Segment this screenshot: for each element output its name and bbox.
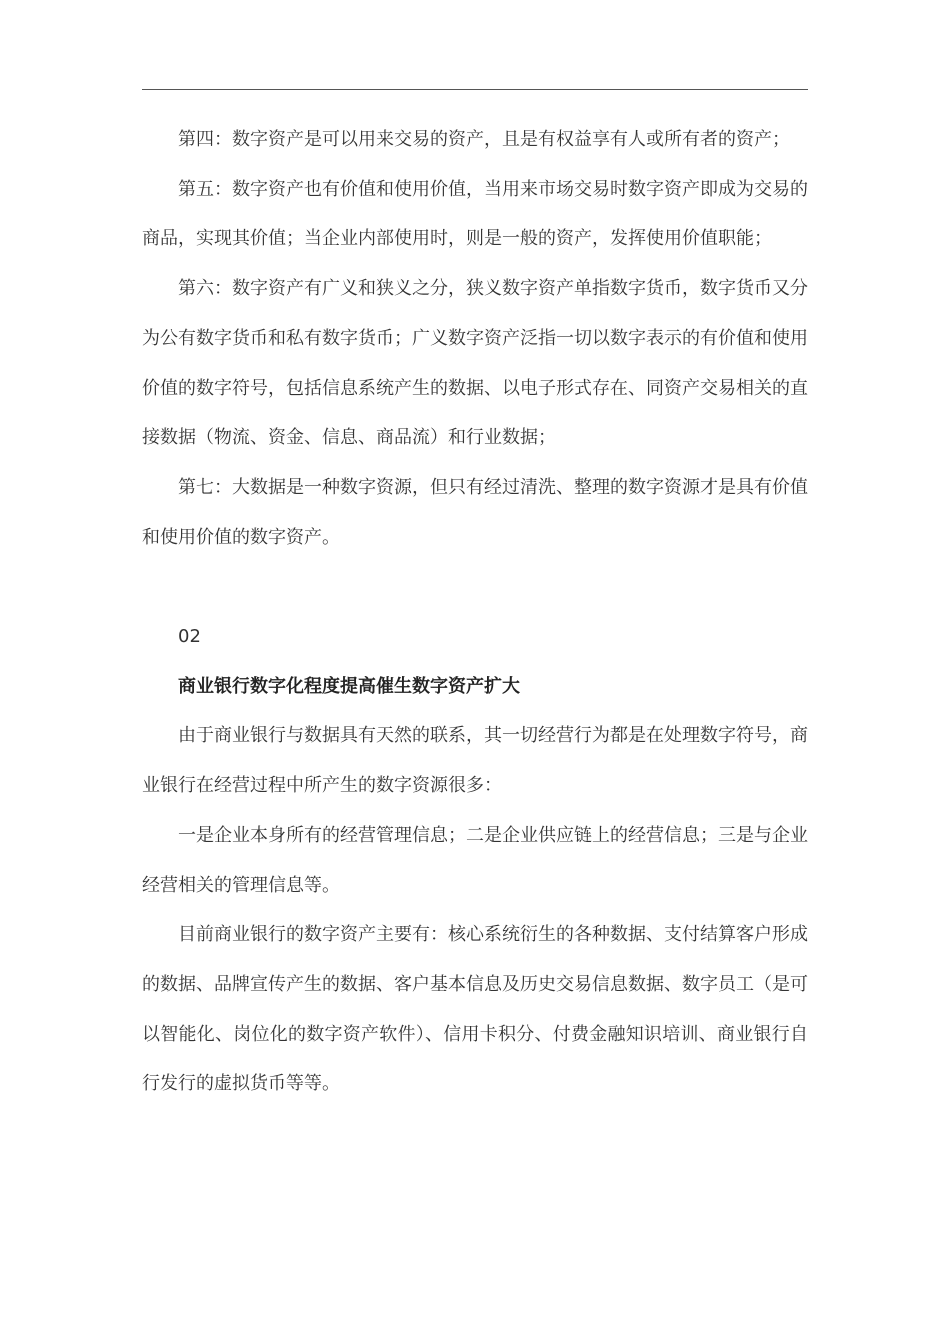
document-body <box>142 115 808 1109</box>
paragraph-sixth-point: 第六：数字资产有广义和狭义之分，狭义数字资产单指数字货币，数字货币又分为公有数字货币和私有数字货币；广义数字资产泛指一切以数字表示的有价值和使用价值的数字符号，包括信息系统产生的数据、以电子形式存在、同资产交易相关的直接数据（物流、资金、信息、商品流）和行业数据； <box>142 278 808 449</box>
section-title: 商业银行数字化程度提高催生数字资产扩大 <box>178 675 520 697</box>
section-number: 02 <box>178 626 201 648</box>
paragraph-bank-data-relation: 由于商业银行与数据具有天然的联系，其一切经营行为都是在处理数字符号，商业银行在经营过程中所产生的数字资源很多： <box>142 725 808 797</box>
header-divider <box>142 89 808 90</box>
paragraph-seventh-point: 第七：大数据是一种数字资源，但只有经过清洗、整理的数字资源才是具有价值和使用价值的数字资产。 <box>142 476 808 548</box>
paragraph-fourth-point: 第四：数字资产是可以用来交易的资产，且是有权益享有人或所有者的资产； <box>178 129 790 150</box>
paragraph-bank-digital-assets: 目前商业银行的数字资产主要有：核心系统衍生的各种数据、支付结算客户形成的数据、品牌宣传产生的数据、客户基本信息及历史交易信息数据、数字员工（是可以智能化、岗位化的数字资产软件）、信用卡积分、付费金融知识培训、商业银行自行发行的虚拟货币等等。 <box>142 924 808 1095</box>
paragraph-fifth-point: 第五：数字资产也有价值和使用价值，当用来市场交易时数字资产即成为交易的商品，实现其价值；当企业内部使用时，则是一般的资产，发挥使用价值职能； <box>142 178 808 250</box>
section-spacer <box>142 562 808 612</box>
paragraph-info-types: 一是企业本身所有的经营管理信息；二是企业供应链上的经营信息；三是与企业经营相关的管理信息等。 <box>142 824 808 896</box>
